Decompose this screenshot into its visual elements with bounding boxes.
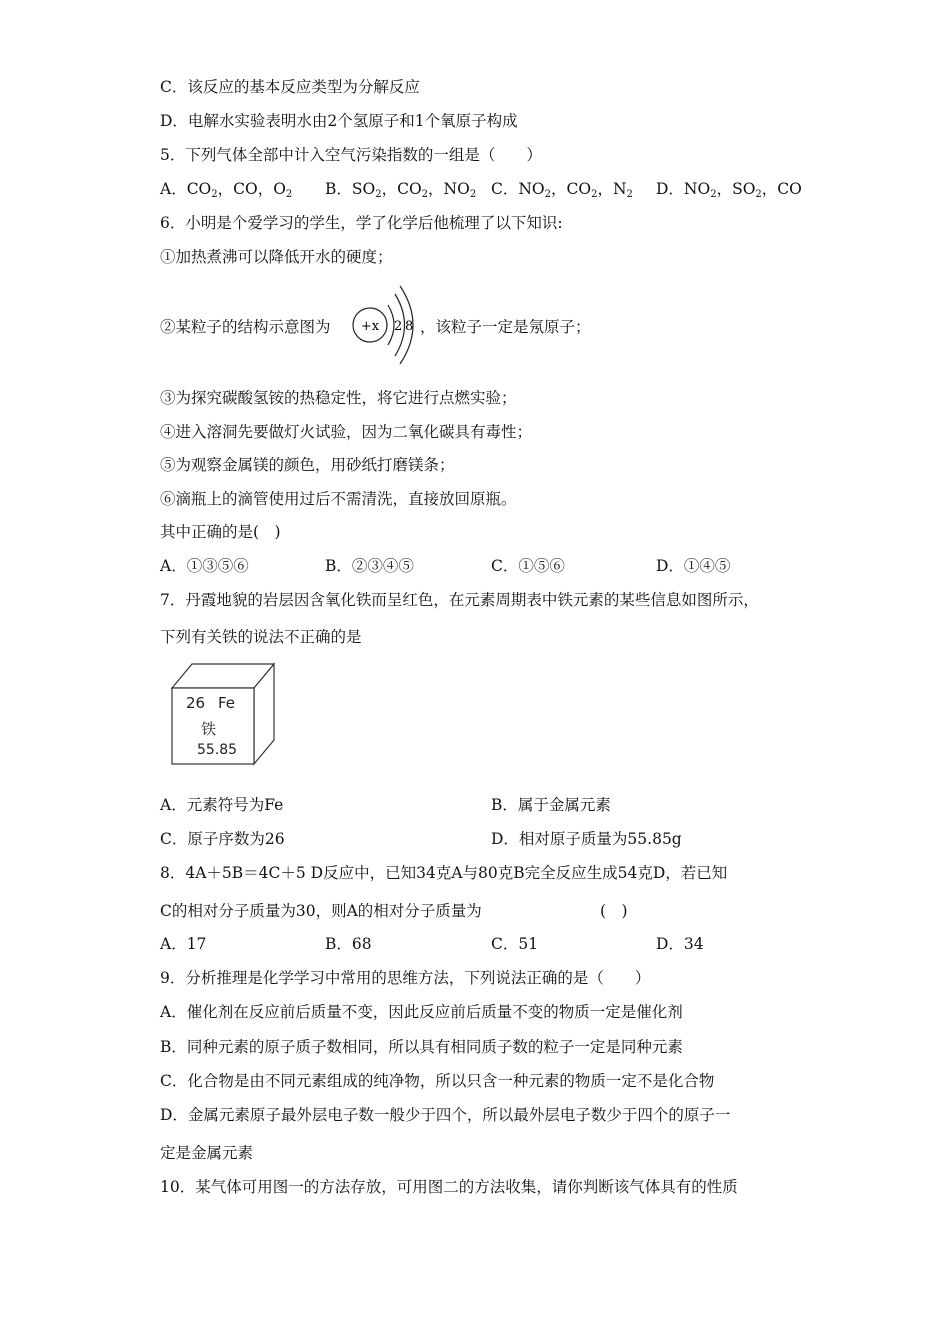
- question-10: 10．某气体可用图一的方法存放，可用图二的方法收集，请你判断该气体具有的性质: [160, 1178, 738, 1196]
- q8-option-b: B．68: [325, 935, 372, 953]
- knowledge-3: ③为探究碳酸氢铵的热稳定性，将它进行点燃实验；: [160, 389, 517, 407]
- question-8-answer-paren: ( ): [600, 902, 628, 920]
- q7-option-a: A．元素符号为Fe: [160, 796, 284, 814]
- atom-structure-diagram: [344, 280, 424, 370]
- periodic-table-cell-fe: [168, 660, 280, 772]
- q5-option-a: A．$CO_2$，CO，$O_2$: [160, 180, 293, 200]
- q5-option-d: D．$NO_2$，$SO_2$，CO: [656, 180, 802, 200]
- q6-option-b: B．②③④⑤: [325, 557, 414, 575]
- knowledge-2-prefix: ②某粒子的结构示意图为: [160, 318, 331, 336]
- q7-option-c: C．原子序数为26: [160, 830, 285, 848]
- knowledge-2-suffix: ，该粒子一定是氖原子；: [420, 318, 591, 336]
- knowledge-4: ④进入溶洞先要做灯火试验，因为二氧化碳具有毒性；: [160, 423, 533, 441]
- q8-option-c: C．51: [491, 935, 539, 953]
- q5-option-b: B．$SO_2$，$CO_2$，$NO_2$: [325, 180, 477, 200]
- question-8-line-1: 8．4A＋5B＝4C＋5 D反应中，已知34克A与80克B完全反应生成54克D，若已知: [160, 864, 728, 882]
- q9-option-c: C．化合物是由不同元素组成的纯净物，所以只含一种元素的物质一定不是化合物: [160, 1072, 715, 1090]
- atomic-mass: 55.85: [197, 742, 238, 758]
- element-symbol: Fe: [218, 694, 236, 712]
- q6-option-a: A．①③⑤⑥: [160, 557, 249, 575]
- question-7-line-1: 7．丹霞地貌的岩层因含氧化铁而呈红色，在元素周期表中铁元素的某些信息如图所示，: [160, 591, 759, 609]
- q7-option-d: D．相对原子质量为55.85g: [491, 830, 682, 848]
- q5-option-c: C．$NO_2$，$CO_2$，$N_2$: [491, 180, 633, 200]
- q9-option-d-line-1: D．金属元素原子最外层电子数一般少于四个，所以最外层电子数少于四个的原子一: [160, 1106, 731, 1124]
- atomic-number: 26: [186, 694, 206, 712]
- question-5: 5．下列气体全部中计入空气污染指数的一组是（ ）: [160, 146, 542, 164]
- element-name: 铁: [201, 720, 217, 738]
- q7-option-b: B．属于金属元素: [491, 796, 611, 814]
- q6-option-c: C．①⑤⑥: [491, 557, 565, 575]
- knowledge-6: ⑥滴瓶上的滴管使用过后不需清洗，直接放回原瓶。: [160, 490, 517, 508]
- question-9: 9．分析推理是化学学习中常用的思维方法，下列说法正确的是（ ）: [160, 969, 651, 987]
- question-6: 6．小明是个爱学习的学生，学了化学后他梳理了以下知识:: [160, 214, 563, 232]
- shell-2-electrons: 8: [405, 319, 414, 334]
- knowledge-5: ⑤为观察金属镁的颜色，用砂纸打磨镁条；: [160, 456, 455, 474]
- option-c-line: C．该反应的基本反应类型为分解反应: [160, 78, 420, 96]
- question-6-ask: 其中正确的是( ): [160, 523, 281, 541]
- knowledge-1: ①加热煮沸可以降低开水的硬度；: [160, 248, 393, 266]
- nucleus-charge: +x: [360, 319, 380, 334]
- question-8-line-2: C的相对分子质量为30，则A的相对分子质量为: [160, 902, 482, 920]
- question-7-line-2: 下列有关铁的说法不正确的是: [160, 628, 362, 646]
- q9-option-b: B．同种元素的原子质子数相同，所以具有相同质子数的粒子一定是同种元素: [160, 1038, 683, 1056]
- q9-option-a: A．催化剂在反应前后质量不变，因此反应前后质量不变的物质一定是催化剂: [160, 1003, 683, 1021]
- q9-option-d-line-2: 定是金属元素: [160, 1144, 254, 1162]
- q8-option-a: A．17: [160, 935, 207, 953]
- shell-1-electrons: 2: [394, 319, 403, 334]
- q8-option-d: D．34: [656, 935, 704, 953]
- option-d-line: D．电解水实验表明水由2个氢原子和1个氧原子构成: [160, 112, 518, 130]
- q6-option-d: D．①④⑤: [656, 557, 731, 575]
